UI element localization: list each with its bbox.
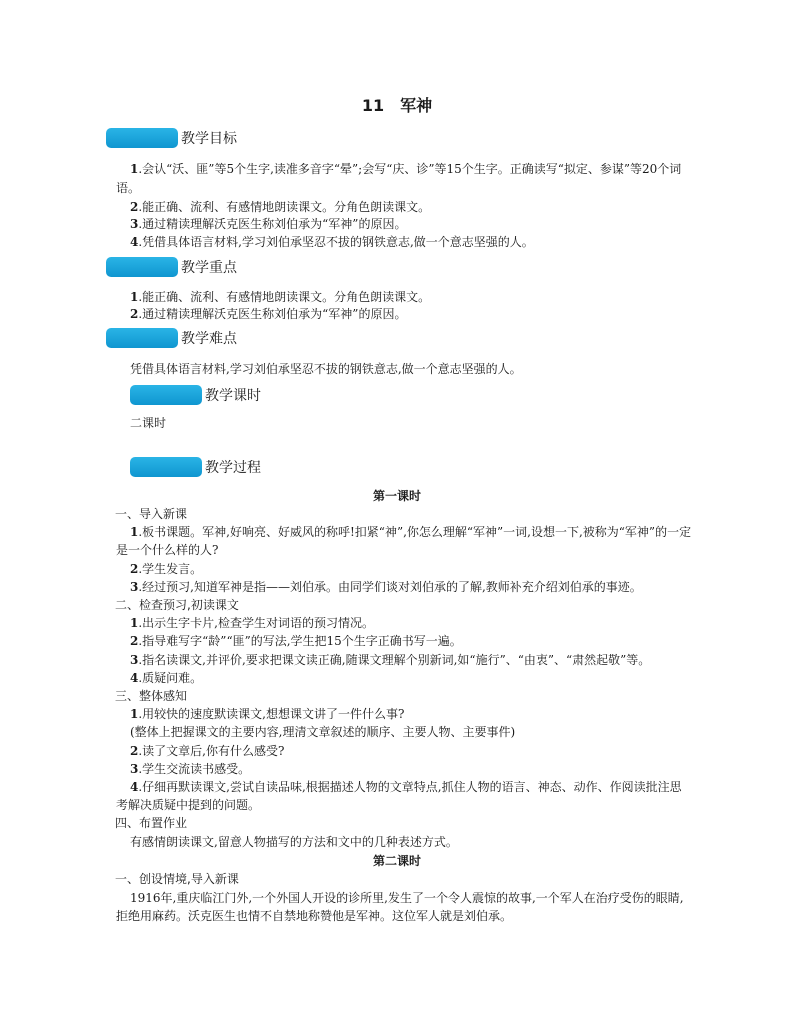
key-line: 1.能正确、流利、有感情地朗读课文。分角色朗读课文。 [130,290,431,304]
hours-line: 二课时 [130,416,167,430]
process-line: 4.质疑问难。 [130,670,203,685]
section-marker [106,328,178,348]
goal-line: 语。 [116,181,141,195]
process-line: 4.仔细再默读课文,尝试自读品味,根据描述人物的文章特点,抓住人物的语言、神态、动作、作阅读批注思 [130,780,682,794]
section-header-difficult [106,327,237,349]
goal-line: 3.通过精读理解沃克医生称刘伯承为“军神”的原因。 [130,217,407,231]
step-heading: 三、整体感知 [115,689,188,703]
process-line: 1.用较快的速度默读课文,想想课文讲了一件什么事? [130,707,405,722]
process-line: 3.指名读课文,并评价,要求把课文读正确,随课文理解个别新词,如“施行”、“由衷”、“肃然起敬”等。 [130,652,651,667]
process-line: 1.出示生字卡片,检查学生对词语的预习情况。 [130,616,374,631]
step-heading: 二、检查预习,初读课文 [115,598,239,612]
difficult-line: 凭借具体语言材料,学习刘伯承坚忍不拔的钢铁意志,做一个意志坚强的人。 [130,362,522,376]
lesson2-title: 第二课时 [372,854,421,868]
process-line: 1916年,重庆临江门外,一个外国人开设的诊所里,发生了一个令人震惊的故事,一个军人在治疗受伤的眼睛, [130,890,684,905]
section-label: 教学过程 [205,460,261,476]
process-line: 3.经过预习,知道军神是指——刘伯承。由同学们谈对刘伯承的了解,教师补充介绍刘伯承的事迹。 [130,579,642,594]
goal-line: 2.能正确、流利、有感情地朗读课文。分角色朗读课文。 [130,200,431,214]
lesson-title: 11 军神 [361,96,433,115]
section-header-key [106,256,237,278]
process-line: 拒绝用麻药。沃克医生也情不自禁地称赞他是军神。这位军人就是刘伯承。 [116,909,513,923]
step-heading: 一、导入新课 [115,507,188,521]
section-marker [106,257,178,277]
section-marker [106,128,178,148]
goal-line: 1.会认“沃、匪”等5个生字,读准多音字“晕”;会写“庆、诊”等15个生字。正确读写“拟定、参谋”等20个词 [130,162,682,176]
process-line: 是一个什么样的人? [116,543,219,558]
process-line: 3.学生交流读书感受。 [130,761,251,776]
section-header-process [130,456,261,478]
lesson1-title: 第一课时 [372,489,421,503]
step-heading: 四、布置作业 [115,816,188,831]
section-label: 教学课时 [205,388,261,404]
process-line: (整体上把握课文的主要内容,理清文章叙述的顺序、主要人物、主要事件) [130,725,516,740]
section-label: 教学目标 [181,131,237,147]
section-label: 教学重点 [181,260,237,276]
key-line: 2.通过精读理解沃克医生称刘伯承为“军神”的原因。 [130,307,407,321]
section-marker [130,385,202,405]
step-heading: 一、创设情境,导入新课 [115,872,239,886]
process-line: 考解决质疑中提到的问题。 [116,798,261,813]
section-marker [130,457,202,477]
process-line: 2.学生发言。 [130,561,203,576]
section-header-hours [130,384,261,406]
section-label: 教学难点 [181,331,237,347]
section-header-goals [106,127,237,149]
goal-line: 4.凭借具体语言材料,学习刘伯承坚忍不拔的钢铁意志,做一个意志坚强的人。 [130,235,534,249]
process-line: 1.板书课题。军神,好响亮、好威风的称呼!扣紧“神”,你怎么理解“军神”一词,设想一下,被称为“军神”的一定 [130,525,692,540]
process-line: 2.指导难写字“龄”“匪”的写法,学生把15个生字正确书写一遍。 [130,634,462,649]
process-line: 2.读了文章后,你有什么感受? [130,743,285,758]
process-line: 有感情朗读课文,留意人物描写的方法和文中的几种表述方式。 [130,834,458,849]
